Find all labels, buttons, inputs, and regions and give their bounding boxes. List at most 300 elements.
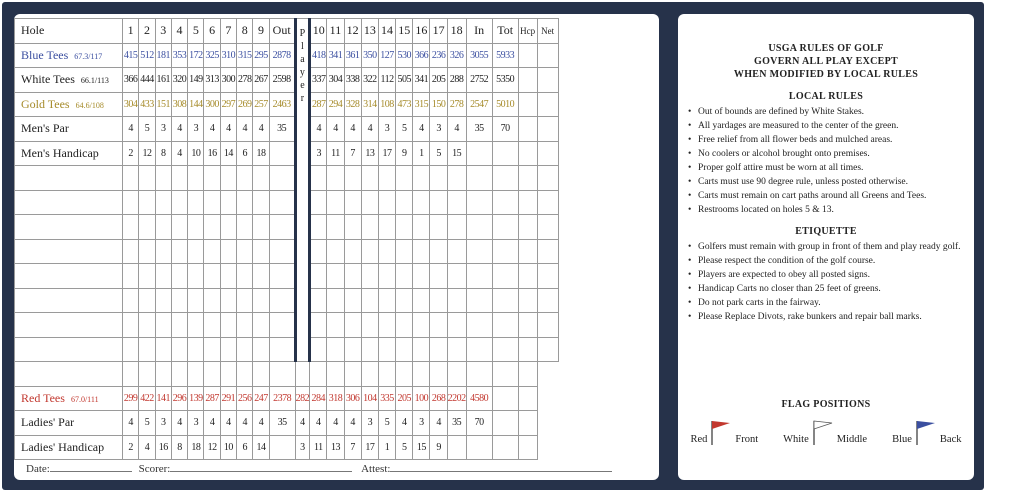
score-cell[interactable] <box>344 313 361 338</box>
score-cell[interactable] <box>413 215 430 240</box>
score-cell[interactable] <box>327 166 344 191</box>
hcp-cell <box>492 435 518 460</box>
score-cell[interactable] <box>237 337 253 362</box>
score-cell[interactable] <box>269 313 295 338</box>
score-cell[interactable] <box>327 190 344 215</box>
hole-value: 296 <box>171 386 187 411</box>
etiquette-item: • Players are expected to obey all posted signs. <box>688 269 964 281</box>
tot-total <box>492 141 518 166</box>
score-cell[interactable] <box>537 190 558 215</box>
score-cell[interactable] <box>396 337 413 362</box>
player-name-cell[interactable] <box>15 362 123 387</box>
score-cell[interactable] <box>396 166 413 191</box>
player-name-cell[interactable] <box>15 313 123 338</box>
score-cell[interactable] <box>220 288 236 313</box>
score-cell[interactable] <box>344 166 361 191</box>
score-cell[interactable] <box>447 362 466 387</box>
score-cell[interactable] <box>155 288 171 313</box>
score-cell[interactable] <box>171 239 187 264</box>
score-cell[interactable] <box>466 362 492 387</box>
score-cell[interactable] <box>204 313 220 338</box>
player-name-cell[interactable] <box>15 239 123 264</box>
score-cell[interactable] <box>204 264 220 289</box>
hcp-header: Hcp <box>518 19 537 44</box>
flag-color-label: White <box>783 434 809 445</box>
score-cell[interactable] <box>518 288 537 313</box>
row-name: Men's Handicap <box>21 145 99 160</box>
score-cell[interactable] <box>378 337 395 362</box>
score-cell[interactable] <box>518 362 537 387</box>
score-cell[interactable] <box>123 264 139 289</box>
score-cell[interactable] <box>430 239 447 264</box>
hole-value: 257 <box>253 92 269 117</box>
hole-value: 512 <box>139 43 155 68</box>
score-cell[interactable] <box>139 215 155 240</box>
score-cell[interactable] <box>188 313 204 338</box>
score-cell[interactable] <box>327 264 344 289</box>
score-cell[interactable] <box>171 337 187 362</box>
score-cell[interactable] <box>123 362 139 387</box>
score-cell[interactable] <box>155 337 171 362</box>
score-cell[interactable] <box>237 239 253 264</box>
player-name-cell[interactable] <box>15 337 123 362</box>
player-score-row[interactable] <box>15 166 559 191</box>
score-cell[interactable] <box>430 264 447 289</box>
score-cell[interactable] <box>396 264 413 289</box>
score-cell[interactable] <box>310 337 327 362</box>
score-cell[interactable] <box>188 239 204 264</box>
score-cell[interactable] <box>361 313 378 338</box>
score-cell[interactable] <box>139 190 155 215</box>
net-cell <box>518 386 537 411</box>
hole-value: 3 <box>430 117 447 142</box>
hole-value: 4 <box>447 117 466 142</box>
mens-par-row <box>15 117 559 142</box>
score-cell[interactable] <box>310 362 327 387</box>
score-cell[interactable] <box>237 190 253 215</box>
score-cell[interactable] <box>123 337 139 362</box>
score-cell[interactable] <box>492 337 518 362</box>
score-cell[interactable] <box>492 239 518 264</box>
score-cell[interactable] <box>269 337 295 362</box>
score-cell[interactable] <box>188 166 204 191</box>
score-cell[interactable] <box>413 362 430 387</box>
hole-value: 17 <box>361 435 378 460</box>
score-cell[interactable] <box>378 362 395 387</box>
score-cell[interactable] <box>171 362 187 387</box>
net-cell <box>537 117 558 142</box>
blue-flag-icon <box>915 419 937 445</box>
score-cell[interactable] <box>430 362 447 387</box>
hole-value: 3 <box>188 117 204 142</box>
score-cell[interactable] <box>396 313 413 338</box>
score-cell[interactable] <box>155 264 171 289</box>
score-cell[interactable] <box>188 362 204 387</box>
score-cell[interactable] <box>139 337 155 362</box>
score-cell[interactable] <box>378 190 395 215</box>
score-cell[interactable] <box>220 337 236 362</box>
hole-value: 294 <box>327 92 344 117</box>
hole-value: 4 <box>171 411 187 436</box>
score-cell[interactable] <box>537 337 558 362</box>
player-score-row[interactable] <box>15 239 559 264</box>
score-cell[interactable] <box>344 337 361 362</box>
score-cell[interactable] <box>447 190 466 215</box>
score-cell[interactable] <box>518 215 537 240</box>
score-cell[interactable] <box>220 313 236 338</box>
score-cell[interactable] <box>327 215 344 240</box>
score-cell[interactable] <box>139 264 155 289</box>
score-cell[interactable] <box>518 313 537 338</box>
score-cell[interactable] <box>171 264 187 289</box>
score-cell[interactable] <box>361 239 378 264</box>
hole-value: 256 <box>237 386 253 411</box>
score-cell[interactable] <box>492 190 518 215</box>
score-cell[interactable] <box>204 362 220 387</box>
hole-value: 353 <box>171 43 187 68</box>
score-cell[interactable] <box>537 166 558 191</box>
score-cell[interactable] <box>123 313 139 338</box>
score-cell[interactable] <box>396 362 413 387</box>
score-cell[interactable] <box>237 313 253 338</box>
score-cell[interactable] <box>396 288 413 313</box>
score-cell[interactable] <box>188 264 204 289</box>
score-cell[interactable] <box>204 337 220 362</box>
rules-panel <box>678 14 974 480</box>
score-cell[interactable] <box>492 264 518 289</box>
score-cell[interactable] <box>466 337 492 362</box>
score-cell[interactable] <box>327 239 344 264</box>
score-cell[interactable] <box>518 239 537 264</box>
etiquette-item: • Please respect the condition of the golf course. <box>688 255 964 267</box>
ladies-par-row-label <box>15 411 123 436</box>
score-cell[interactable] <box>123 239 139 264</box>
player-name-cell[interactable] <box>15 166 123 191</box>
score-panel <box>14 14 659 480</box>
score-cell[interactable] <box>253 362 269 387</box>
player-score-row[interactable] <box>15 313 559 338</box>
score-cell[interactable] <box>518 337 537 362</box>
row-name: Ladies' Handicap <box>21 439 105 454</box>
score-cell[interactable] <box>537 264 558 289</box>
score-cell[interactable] <box>327 288 344 313</box>
hole-value: 320 <box>171 68 187 93</box>
mens-handicap-row <box>15 141 559 166</box>
local-rule-item: • Proper golf attire must be worn at all times. <box>688 162 964 174</box>
score-cell[interactable] <box>269 190 295 215</box>
score-cell[interactable] <box>413 239 430 264</box>
out-total: 2878 <box>269 43 295 68</box>
score-cell[interactable] <box>430 190 447 215</box>
score-cell[interactable] <box>430 215 447 240</box>
score-cell[interactable] <box>123 166 139 191</box>
score-cell[interactable] <box>492 166 518 191</box>
score-cell[interactable] <box>237 166 253 191</box>
score-cell[interactable] <box>361 215 378 240</box>
score-cell[interactable] <box>269 166 295 191</box>
score-cell[interactable] <box>327 313 344 338</box>
score-cell[interactable] <box>518 190 537 215</box>
hole-value: 150 <box>430 92 447 117</box>
score-cell[interactable] <box>220 190 236 215</box>
score-cell[interactable] <box>139 239 155 264</box>
red-tees-row <box>15 386 559 411</box>
score-cell[interactable] <box>188 215 204 240</box>
score-cell[interactable] <box>253 313 269 338</box>
score-cell[interactable] <box>188 337 204 362</box>
score-cell[interactable] <box>310 239 327 264</box>
score-cell[interactable] <box>269 215 295 240</box>
etiquette-item: • Do not park carts in the fairway. <box>688 297 964 309</box>
score-cell[interactable] <box>466 215 492 240</box>
tot-total: 4580 <box>466 386 492 411</box>
score-cell[interactable] <box>155 362 171 387</box>
score-cell[interactable] <box>378 313 395 338</box>
score-cell[interactable] <box>361 190 378 215</box>
score-cell[interactable] <box>344 264 361 289</box>
player-name-cell[interactable] <box>15 190 123 215</box>
score-cell[interactable] <box>537 239 558 264</box>
hole-value: 304 <box>327 68 344 93</box>
hole-value: 315 <box>237 43 253 68</box>
score-cell[interactable] <box>204 190 220 215</box>
score-cell[interactable] <box>237 215 253 240</box>
score-cell[interactable] <box>466 288 492 313</box>
score-cell[interactable] <box>361 288 378 313</box>
score-cell[interactable] <box>344 215 361 240</box>
in-total <box>447 435 466 460</box>
hole-value: 366 <box>123 68 139 93</box>
score-cell[interactable] <box>447 288 466 313</box>
score-cell[interactable] <box>188 288 204 313</box>
score-cell[interactable] <box>155 239 171 264</box>
score-cell[interactable] <box>237 362 253 387</box>
score-cell[interactable] <box>171 166 187 191</box>
hole-value: 5 <box>396 117 413 142</box>
score-cell[interactable] <box>155 215 171 240</box>
score-cell[interactable] <box>171 313 187 338</box>
hole-value: 3 <box>155 411 171 436</box>
score-cell[interactable] <box>344 288 361 313</box>
hole-value: 306 <box>344 386 361 411</box>
etiquette-item: • Handicap Carts no closer than 25 feet of greens. <box>688 283 964 295</box>
player-score-row[interactable] <box>15 337 559 362</box>
score-cell[interactable] <box>413 190 430 215</box>
hole-number: 15 <box>396 19 413 44</box>
score-cell[interactable] <box>295 362 310 387</box>
hole-value: 2 <box>123 141 139 166</box>
score-cell[interactable] <box>220 215 236 240</box>
score-cell[interactable] <box>430 288 447 313</box>
score-cell[interactable] <box>537 215 558 240</box>
score-cell[interactable] <box>139 313 155 338</box>
score-cell[interactable] <box>237 264 253 289</box>
hole-value: 4 <box>413 117 430 142</box>
score-cell[interactable] <box>447 264 466 289</box>
player-name-cell[interactable] <box>15 264 123 289</box>
row-name: Gold Tees <box>21 96 70 111</box>
score-cell[interactable] <box>430 166 447 191</box>
hole-value: 361 <box>344 43 361 68</box>
score-cell[interactable] <box>253 215 269 240</box>
score-cell[interactable] <box>310 215 327 240</box>
hole-value: 2 <box>123 435 139 460</box>
player-score-row[interactable] <box>15 264 559 289</box>
hcp-cell <box>492 386 518 411</box>
score-cell[interactable] <box>518 264 537 289</box>
score-cell[interactable] <box>413 264 430 289</box>
score-cell[interactable] <box>269 362 295 387</box>
score-cell[interactable] <box>492 362 518 387</box>
hole-value: 300 <box>220 68 236 93</box>
score-cell[interactable] <box>396 190 413 215</box>
player-name-cell[interactable] <box>15 215 123 240</box>
hole-value: 3 <box>310 141 327 166</box>
score-cell[interactable] <box>413 337 430 362</box>
score-cell[interactable] <box>447 239 466 264</box>
scorer-field[interactable] <box>170 462 352 472</box>
player-score-row[interactable] <box>15 215 559 240</box>
score-cell[interactable] <box>171 215 187 240</box>
flag-blue <box>892 419 961 445</box>
score-cell[interactable] <box>344 362 361 387</box>
score-cell[interactable] <box>361 337 378 362</box>
score-cell[interactable] <box>361 264 378 289</box>
score-cell[interactable] <box>492 215 518 240</box>
score-cell[interactable] <box>171 190 187 215</box>
score-cell[interactable] <box>253 288 269 313</box>
hole-value: 505 <box>396 68 413 93</box>
score-cell[interactable] <box>361 362 378 387</box>
score-cell[interactable] <box>492 288 518 313</box>
score-cell[interactable] <box>537 288 558 313</box>
score-cell[interactable] <box>155 190 171 215</box>
player-name-cell[interactable] <box>15 288 123 313</box>
score-cell[interactable] <box>466 313 492 338</box>
score-cell[interactable] <box>269 288 295 313</box>
score-cell[interactable] <box>378 239 395 264</box>
score-cell[interactable] <box>253 190 269 215</box>
score-cell[interactable] <box>269 264 295 289</box>
hole-number: 10 <box>310 19 327 44</box>
hole-value: 288 <box>447 68 466 93</box>
score-cell[interactable] <box>171 288 187 313</box>
score-cell[interactable] <box>310 288 327 313</box>
score-cell[interactable] <box>204 239 220 264</box>
hole-value: 3 <box>155 117 171 142</box>
hcp-cell <box>492 411 518 436</box>
hole-number: 8 <box>237 19 253 44</box>
score-cell[interactable] <box>139 288 155 313</box>
score-cell[interactable] <box>123 190 139 215</box>
score-cell[interactable] <box>344 190 361 215</box>
score-cell[interactable] <box>204 288 220 313</box>
score-cell[interactable] <box>204 166 220 191</box>
player-score-row[interactable] <box>15 362 559 387</box>
hcp-cell <box>518 117 537 142</box>
score-cell[interactable] <box>253 337 269 362</box>
score-cell[interactable] <box>220 166 236 191</box>
local-rules-list <box>678 106 974 216</box>
hole-value: 433 <box>139 92 155 117</box>
score-cell[interactable] <box>220 362 236 387</box>
score-cell[interactable] <box>155 313 171 338</box>
score-cell[interactable] <box>430 313 447 338</box>
tot-total: 5010 <box>492 92 518 117</box>
score-cell[interactable] <box>447 313 466 338</box>
score-cell[interactable] <box>466 190 492 215</box>
score-cell[interactable] <box>269 239 295 264</box>
score-cell[interactable] <box>139 166 155 191</box>
score-cell[interactable] <box>310 190 327 215</box>
score-cell[interactable] <box>253 166 269 191</box>
score-cell[interactable] <box>123 215 139 240</box>
net-header: Net <box>537 19 558 44</box>
score-cell[interactable] <box>413 288 430 313</box>
score-cell[interactable] <box>344 239 361 264</box>
score-cell[interactable] <box>447 215 466 240</box>
hole-value: 287 <box>310 92 327 117</box>
date-field[interactable] <box>50 462 132 472</box>
flag-positions-heading: FLAG POSITIONS <box>781 399 871 410</box>
score-cell[interactable] <box>396 239 413 264</box>
score-cell[interactable] <box>139 362 155 387</box>
score-cell[interactable] <box>413 166 430 191</box>
score-cell[interactable] <box>310 264 327 289</box>
score-cell[interactable] <box>310 313 327 338</box>
player-score-row[interactable] <box>15 288 559 313</box>
score-cell[interactable] <box>253 239 269 264</box>
score-cell[interactable] <box>327 337 344 362</box>
score-cell[interactable] <box>378 288 395 313</box>
score-cell[interactable] <box>492 313 518 338</box>
score-cell[interactable] <box>447 337 466 362</box>
score-cell[interactable] <box>123 288 139 313</box>
score-cell[interactable] <box>204 215 220 240</box>
score-cell[interactable] <box>327 362 344 387</box>
score-cell[interactable] <box>518 166 537 191</box>
score-cell[interactable] <box>237 288 253 313</box>
score-cell[interactable] <box>466 239 492 264</box>
score-cell[interactable] <box>466 264 492 289</box>
hole-number: 13 <box>361 19 378 44</box>
score-cell[interactable] <box>220 239 236 264</box>
tot-total: 5350 <box>492 68 518 93</box>
score-cell[interactable] <box>537 313 558 338</box>
score-cell[interactable] <box>396 215 413 240</box>
score-cell[interactable] <box>310 166 327 191</box>
score-cell[interactable] <box>220 264 236 289</box>
score-cell[interactable] <box>155 166 171 191</box>
score-cell[interactable] <box>466 166 492 191</box>
player-score-row[interactable] <box>15 190 559 215</box>
hole-value: 15 <box>447 141 466 166</box>
score-cell[interactable] <box>430 337 447 362</box>
player-label-letter: P <box>299 28 306 39</box>
score-cell[interactable] <box>447 166 466 191</box>
hole-value: 236 <box>430 43 447 68</box>
score-cell[interactable] <box>413 313 430 338</box>
score-cell[interactable] <box>378 166 395 191</box>
score-cell[interactable] <box>188 190 204 215</box>
score-cell[interactable] <box>253 264 269 289</box>
etiquette-list <box>678 241 974 323</box>
hole-value: 15 <box>413 435 430 460</box>
attest-field[interactable] <box>390 462 612 472</box>
score-cell[interactable] <box>378 264 395 289</box>
score-cell[interactable] <box>361 166 378 191</box>
score-cell[interactable] <box>378 215 395 240</box>
